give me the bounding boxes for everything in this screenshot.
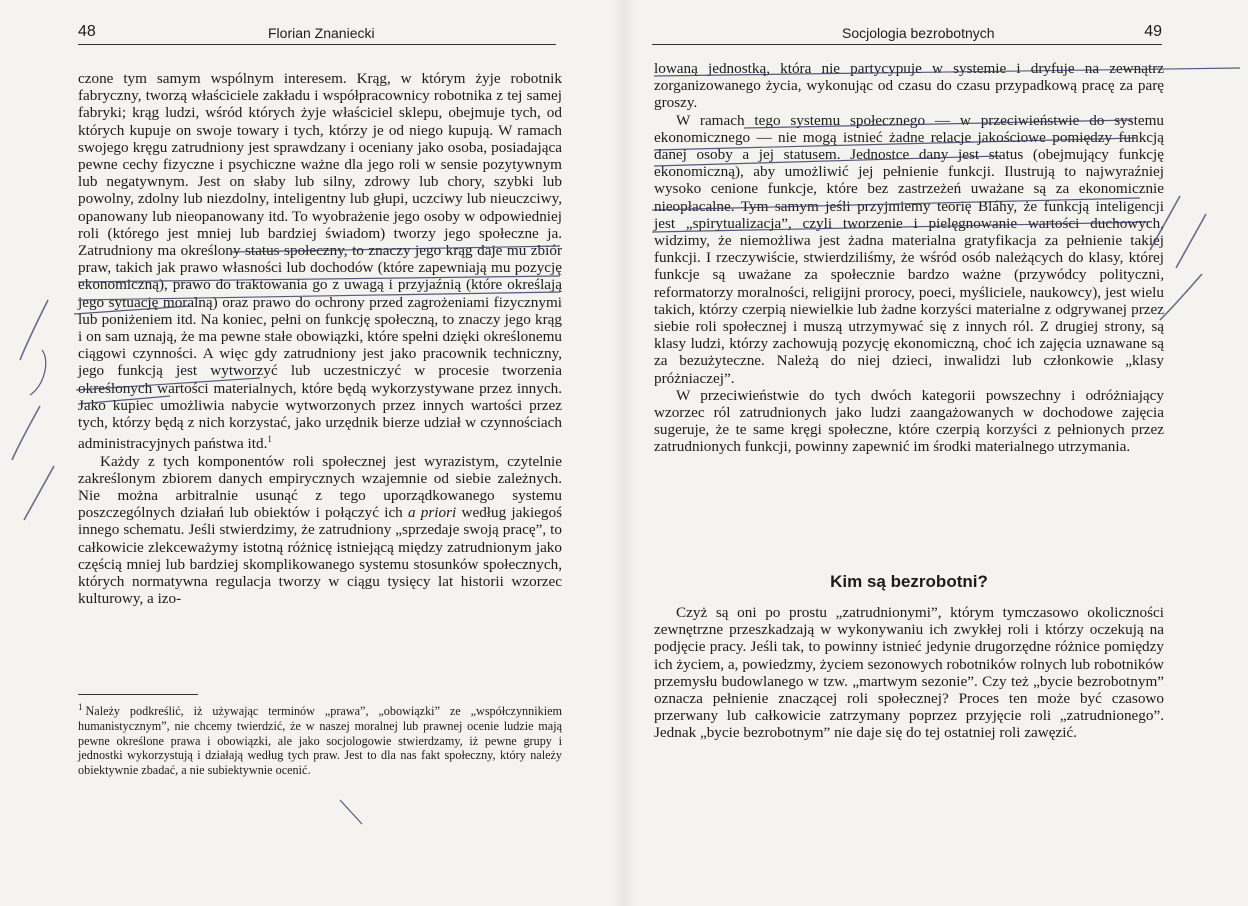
left-page-number: 48 [78, 23, 96, 40]
left-body-text [78, 70, 562, 607]
left-paragraph-1: czone tym samym wspólnym interesem. Krąg, w którym żyje robotnik fabryczny, tworzą właściciele zakładu i współpracownicy robotnika z tej samej fabryki; krąg ludzi, wśród których żyje właściciel sklepu, obejmuje tych, od których kupuje on swoje towary i tych, którzy je od niego kupują. W ramach swojego kręgu zatrudniony jest sprawdzany i oceniany jako osoba, posiadająca pewne cechy fizyczne i psychiczne ważne dla jego roli w sensie pozytywnym lub negatywnym. Jest on słaby lub silny, zdrowy lub chory, szybki lub powolny, zdolny lub niezdolny, inteligentny lub głupi, uczciwy lub nieuczciwy, opanowany lub nieopanowany itd. To wyobrażenie jego osoby w odpowiedniej roli (którego jest mniej lub bardziej świadom) tworzy jego społeczne ja. Zatrudniony ma określony status społeczny, to znaczy jego krąg daje mu zbiór praw, takich jak prawo własności lub dochodów (które zapewniają mu pozycję ekonomiczną), prawo do traktowania go z uwagą i przyjaźnią (które określają jego sytuację moralną) oraz prawo do ochrony przed zagrożeniami fizycznymi lub poniżeniem itd. Na koniec, pełni on funkcję społeczną, to znaczy jego krąg i on sam uznają, że ma pewne stałe obowiązki, które spełni dzięki określonemu ciągowi czynności. A więc gdy zatrudniony jest jako pracownik techniczny, jego funkcją jest wytworzyć lub uczestniczyć w procesie tworzenia określonych wartości materialnych, które będą wykorzystywane przez innych. Jako kupiec umożliwia nabycie wytworzonych przez innych wartości przez tych, którzy będą z nich korzystać, jako urzędnik bierze udział w czynnościach administracyjnych państwa itd.$^1$ [78, 70, 562, 453]
right-page [624, 0, 1248, 906]
right-paragraph-2: W ramach tego systemu społecznego — w przeciwieństwie do systemu ekonomicznego — nie mogą istnieć żadne relacje jakościowe pomiędzy funkcją danej osoby a jej statusem. Jednostce dany jest status (obejmujący funkcję ekonomiczną), aby umożliwić jej pełnienie funkcji. Ilustrują to najwyraźniej wysoko cenione funkcje, które bez zastrzeżeń uważane są za ekonomicznie nieopłacalne. Tym samym jeśli przyjmiemy teorię Bláhy, że funkcją inteligencji jest „spirytualizacja”, czyli tworzenie i pielęgnowanie wartości duchowych, widzimy, że niemożliwa jest żadna materialna gratyfikacja za pełnienie takiej funkcji. I rzeczywiście, stwierdziliśmy, że wśród osób należących do klasy, której funkcje są uważane za społecznie bardzo ważne (przywódcy polityczni, reformatorzy moralności, religijni prorocy, poeci, myśliciele, naukowcy), jest wielu takich, którzy czerpią niewielkie lub żadne korzyści materialne z odgrywanej przez siebie roli społecznej i muszą utrzymywać się z innych ról. Z drugiej strony, są klasy ludzi, którzy zachowują pozycję ekonomiczną, choć ich zajęcia uznawane są za bezużyteczne. Należą do niej dzieci, inwalidzi lub członkowie „klasy próżniaczej”. [654, 111, 1164, 387]
footnote-ref: 1 [267, 434, 272, 445]
footnote [78, 700, 562, 778]
left-paragraph-2: Każdy z tych komponentów roli społecznej jest wyrazistym, czytelnie zakreślonym zbiorem danych empirycznych wzajemnie od siebie zależnych. Nie można arbitralnie usunąć z tego uporządkowanego systemu poszczególnych działań lub obiektów i połączyć ich a priori według jakiegoś innego schematu. Jeśli stwierdzimy, że zatrudniony „sprzedaje swoją pracę”, to całkowicie zlekceważymy istotną różnicę istniejącą między zatrudnionym jako częścią mniej lub bardziej skomplikowanego systemu stosunków społecznych, których normatywna regulacja tworzy w ciągu tysięcy lat historii wzorzec kulturowy, a izo- [78, 452, 563, 608]
section-paragraph-1: Czyż są oni po prostu „zatrudnionymi”, którym tymczasowo okoliczności zewnętrzne przeszkadzają w wykonywaniu ich zwykłej roli i którzy oczekują na podjęcie pracy. Jeśli tak, to powinny istnieć jedynie drugorzędne różnice pomiędzy ich życiem, a, powiedzmy, życiem sezonowych robotników rolnych lub robotników przemysłu budowlanego w tzw. „martwym sezonie”. Czy też „bycie bezrobotnym” oznacza pełnienie znaczącej roli społecznej? Proces ten może być czasowo przerwany lub całkowicie zatrzymany poprzez przyjęcie roli „zatrudnionego”. Jednak „bycie bezrobotnym” nie daje się do tej ostatniej roli zawęzić. [654, 604, 1164, 742]
right-paragraph-3: W przeciwieństwie do tych dwóch kategorii powszechny i odróżniający wzorzec ról zatrudnionych jako ludzi zaangażowanych w dochodowe zajęcia sugeruje, że te same kręgi społeczne, które czerpią korzyści z pełnionych przez zatrudnionych funkcji, powinny zapewnić im środki materialnego utrzymania. [654, 386, 1164, 456]
section-heading: Kim są bezrobotni? [830, 572, 988, 591]
footnote-rule [78, 694, 198, 695]
right-paragraph-1: lowaną jednostką, która nie partycypuje w systemie i dryfuje na zewnątrz zorganizowanego życia, wykonując od czasu do czasu przypadkową pracę za parę groszy. [654, 60, 1164, 112]
right-body-text [654, 60, 1164, 456]
right-running-head: Socjologia bezrobotnych [842, 25, 995, 41]
right-page-header [652, 16, 1162, 45]
left-running-head: Florian Znaniecki [268, 25, 375, 41]
section-body-text [654, 604, 1164, 742]
footnote-marker: 1 [78, 702, 83, 712]
footnote-text: Należy podkreślić, iż używając terminów „prawa”, „obowiązki” ze „współczynnikiem humanistycznym”, nie chcemy twierdzić, że w naszej moralnej lub prawnej ocenie ludzie mają pewne określone prawa i obowiązki, ale jako socjologowie stwierdzamy, iż pewne grupy i jednostki wykorzystują i działają według tych praw. Jest to dla nas fakt społeczny, który należy obiektywnie zbadać, a nie subiektywnie ocenić. [78, 704, 562, 778]
right-page-number: 49 [1144, 23, 1162, 40]
left-page-header [78, 16, 556, 45]
